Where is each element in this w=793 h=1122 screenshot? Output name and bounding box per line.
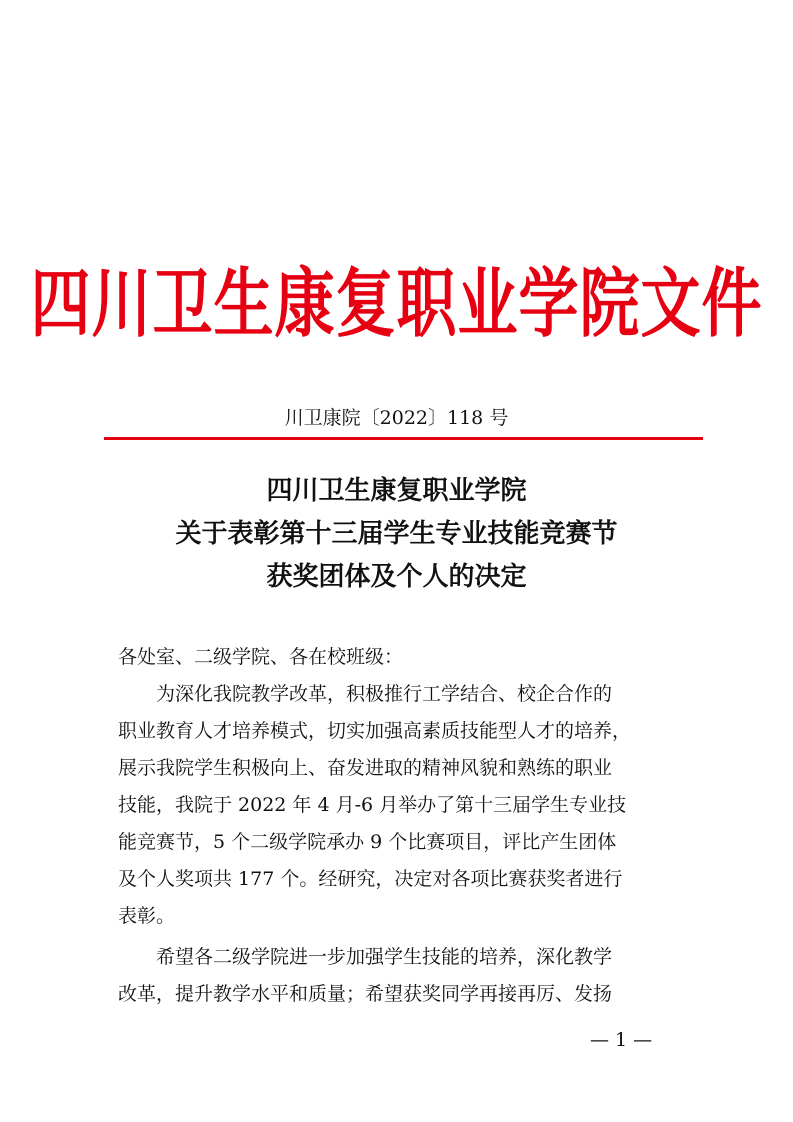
paragraph-line: 表彰。 (118, 905, 176, 927)
title-line: 关于表彰第十三届学生专业技能竞赛节 (175, 519, 618, 549)
paragraph-line: 及个人奖项共 177 个。经研究，决定对各项比赛获奖者进行 (118, 868, 623, 890)
title-line: 获奖团体及个人的决定 (266, 562, 527, 592)
document-number: 川卫康院〔2022〕118 号 (284, 407, 509, 429)
salutation: 各处室、二级学院、各在校班级： (118, 646, 404, 668)
paragraph-line: 改革，提升教学水平和质量；希望获奖同学再接再厉、发扬 (118, 983, 613, 1005)
paragraph-line: 希望各二级学院进一步加强学生技能的培养，深化教学 (156, 946, 613, 968)
paragraph-line: 技能，我院于 2022 年 4 月-6 月举办了第十三届学生专业技 (118, 794, 627, 816)
body-paragraph-1 (118, 676, 678, 935)
body-paragraph-2 (118, 939, 678, 1013)
paragraph-line: 展示我院学生积极向上、奋发进取的精神风貌和熟练的职业 (118, 757, 613, 779)
paragraph-line: 为深化我院教学改革，积极推行工学结合、校企合作的 (156, 683, 613, 705)
red-divider-line (104, 437, 703, 440)
page-number: — 1 — (590, 1029, 653, 1051)
title-line: 四川卫生康复职业学院 (266, 476, 527, 506)
document-header-title: 四川卫生康复职业学院文件 (30, 260, 763, 348)
document-title (0, 470, 793, 599)
paragraph-line: 职业教育人才培养模式，切实加强高素质技能型人才的培养， (118, 720, 632, 742)
paragraph-line: 能竞赛节，5 个二级学院承办 9 个比赛项目，评比产生团体 (118, 831, 617, 853)
